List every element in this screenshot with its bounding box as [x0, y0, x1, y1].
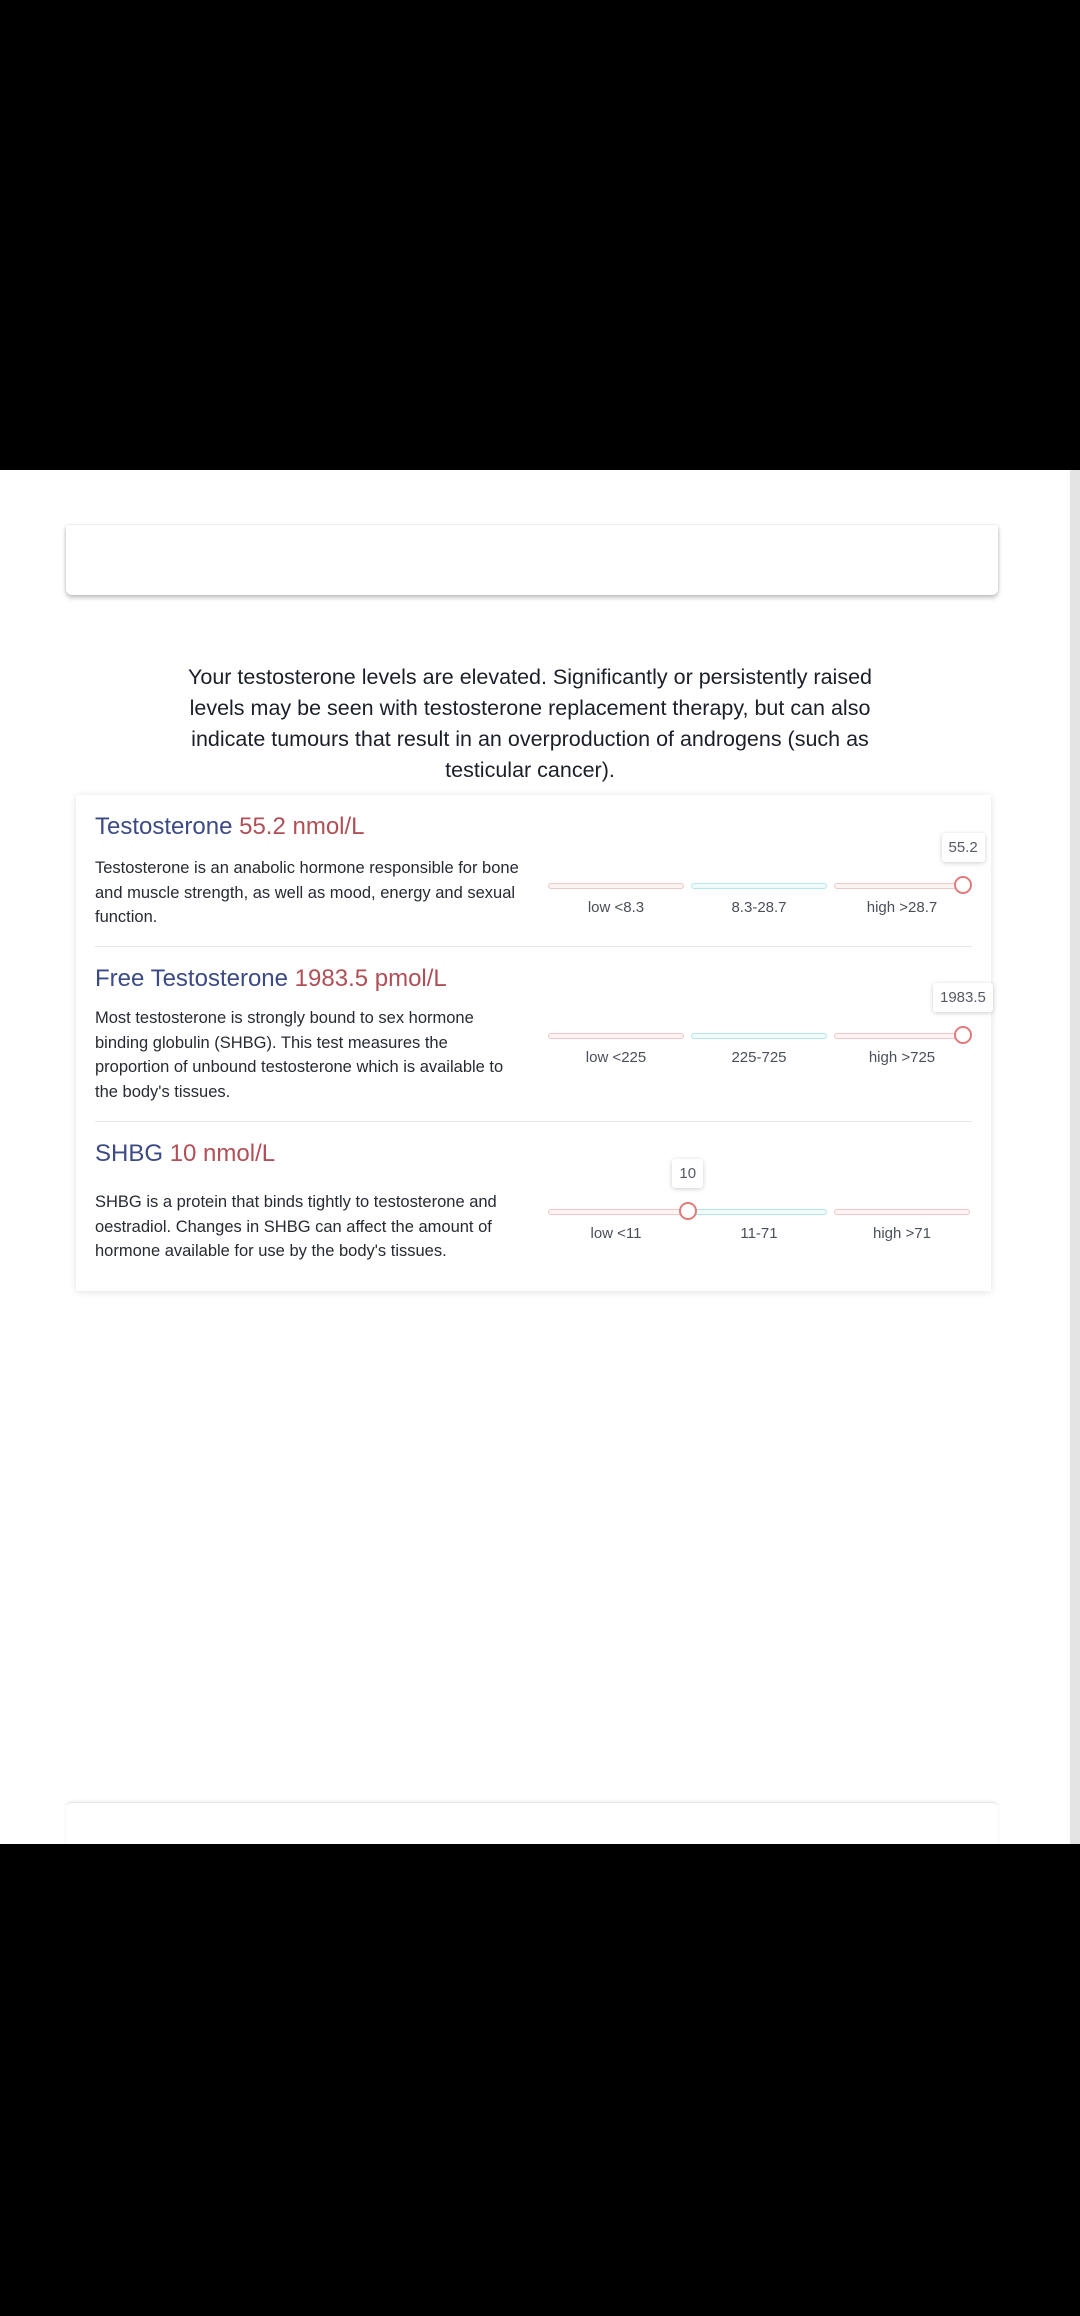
- value-tooltip: 55.2: [942, 833, 985, 862]
- value-tooltip: 1983.5: [933, 983, 993, 1012]
- range-segment-low: [548, 1209, 684, 1215]
- range-segment-low: [548, 1033, 684, 1039]
- result-description: Testosterone is an anabolic hormone responsible for bone and muscle strength, as well as mood, energy and sexual function.: [95, 859, 519, 926]
- value-tooltip: 10: [672, 1159, 703, 1188]
- web-page: [0, 470, 1080, 1844]
- bottom-card: [66, 1802, 998, 1844]
- range-gauge: [548, 989, 986, 1133]
- range-segment-normal: [691, 883, 827, 889]
- result-name: Free Testosterone: [95, 965, 288, 992]
- result-value: 10 nmol/L: [169, 1140, 276, 1167]
- result-value: 1983.5 pmol/L: [294, 965, 447, 992]
- result-name: SHBG: [95, 1140, 164, 1167]
- scrollbar[interactable]: [1070, 470, 1080, 1844]
- range-segment-normal: [691, 1209, 827, 1215]
- result-summary: Your testosterone levels are elevated. Significantly or persistently raised levels may be seen with testosterone replacement therapy, but can also indicate tumours that result in an overproduction of androgens (such as testicular cancer).: [188, 664, 872, 782]
- results-card: [76, 795, 991, 1291]
- result-testosterone: [95, 813, 978, 947]
- range-label-normal: 225-725: [731, 1049, 787, 1066]
- range-segment-low: [548, 883, 684, 889]
- value-marker: [954, 1026, 972, 1044]
- value-marker: [954, 876, 972, 894]
- range-label-low: low <11: [590, 1225, 642, 1242]
- result-title: [95, 813, 365, 841]
- top-card: [66, 525, 998, 595]
- range-label-low: low <225: [585, 1049, 647, 1066]
- result-description: Most testosterone is strongly bound to sex hormone binding globulin (SHBG). This test measures the proportion of unbound testosterone which is available to the body's tissues.: [95, 1009, 504, 1101]
- range-segment-high: [834, 1033, 970, 1039]
- range-segment-normal: [691, 1033, 827, 1039]
- result-free-testosterone: [95, 965, 986, 1122]
- range-segment-high: [834, 1209, 970, 1215]
- range-label-high: high >71: [873, 1225, 931, 1242]
- result-shbg: [95, 1140, 972, 1280]
- result-title: [95, 1140, 275, 1168]
- range-label-high: high >725: [868, 1049, 936, 1066]
- result-description: SHBG is a protein that binds tightly to testosterone and oestradiol. Changes in SHBG can affect the amount of hormone available for use by the body's tissues.: [95, 1193, 497, 1260]
- range-gauge: [548, 1165, 972, 1309]
- result-name: Testosterone: [95, 813, 233, 840]
- result-title: [95, 965, 447, 993]
- range-label-low: low <8.3: [587, 899, 645, 916]
- range-label-normal: 11-71: [740, 1225, 778, 1242]
- range-segment-high: [834, 883, 970, 889]
- value-marker: [679, 1202, 697, 1220]
- result-value: 55.2 nmol/L: [239, 813, 365, 840]
- range-label-normal: 8.3-28.7: [731, 899, 787, 916]
- range-label-high: high >28.7: [866, 899, 938, 916]
